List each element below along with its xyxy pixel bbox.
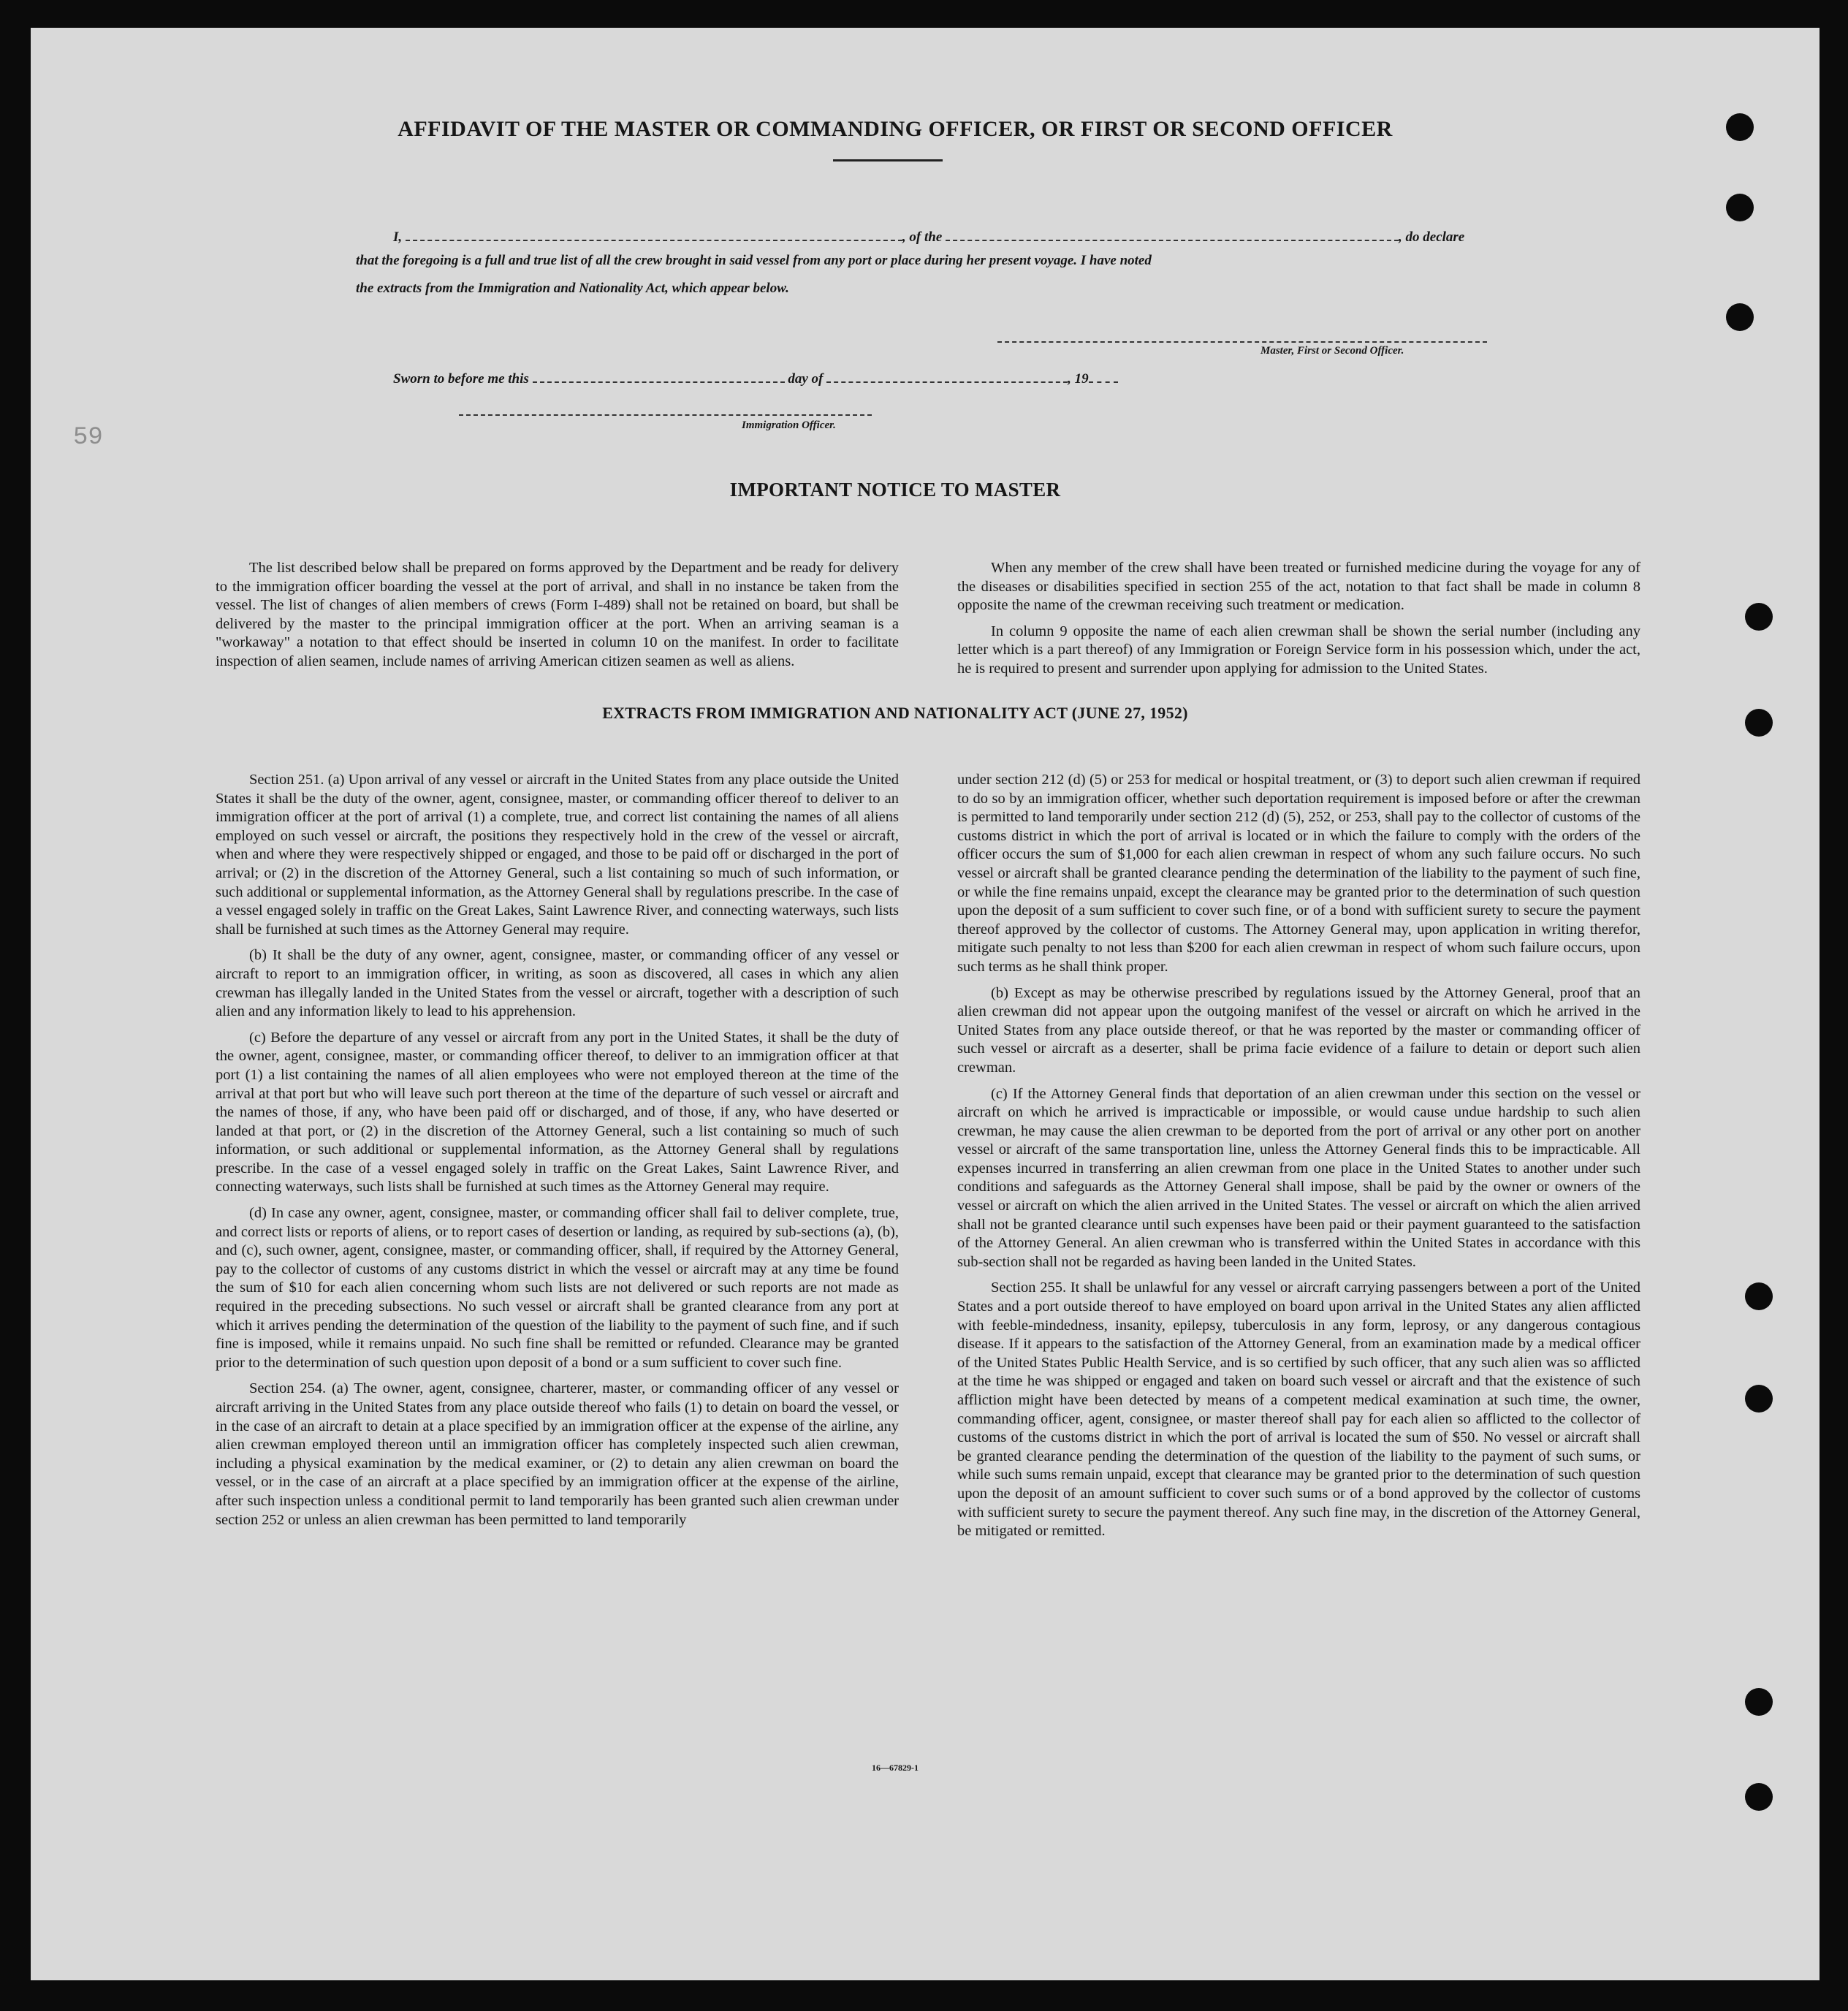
label-i: I,: [393, 229, 403, 245]
punch-hole: [1726, 194, 1754, 221]
punch-hole: [1726, 113, 1754, 141]
immigration-officer-signature-line[interactable]: [459, 414, 872, 416]
punch-hole: [1745, 1385, 1773, 1413]
affidavit-declaration-line: [393, 225, 1489, 246]
section-254-c: (c) If the Attorney General finds that deportation of an alien crewman under this section on the vessel or aircraft on which he arrived is impracticable or impossible, or would cause undue hardship to such alien crewman, he may cause the alien crewman to be deported from the port of arrival or any other port on another vessel or aircraft of the same transportation line, unless the Attorney General finds this to be impracticable. All expenses incurred in transferring an alien crewman from one place in the United States to another under such conditions and safeguards as the Attorney General shall impose, shall be paid by the owner or owners of the vessel or aircraft on which the alien arrived in the United States. The vessel or aircraft on which the alien arrived shall not be granted clearance until such expenses have been paid or their payment guaranteed to the satisfaction of the Attorney General. An alien crewman who is transferred within the United States in accordance with this sub-section shall not be regarded as having been landed in the United States.: [957, 1085, 1640, 1270]
master-signature-line[interactable]: [997, 341, 1487, 343]
punch-hole: [1745, 709, 1773, 737]
punch-hole: [1745, 1688, 1773, 1716]
label-do-declare: , do declare: [1399, 229, 1465, 245]
section-255: Section 255. It shall be unlawful for any vessel or aircraft carrying passengers between a port of the United States and a port outside thereof to have employed on board upon arrival in the United States any alien afflicted with feeble-mindedness, insanity, epilepsy, tuberculosis in any form, leprosy, or any dangerous contagious disease. If it appears to the satisfaction of the Attorney General, from an examination made by a medical officer of the United States Public Health Service, and is so certified by such officer, that any such alien was so afflicted at the time he was shipped or engaged and taken on board such vessel or aircraft and that the existence of such affliction might have been detected by means of a competent medical examination at such time, the owner, commanding officer, agent, consignee, or master thereof shall pay for each alien so afflicted to the collector of customs of the customs district in which the port of arrival is located the sum of $50. No vessel or aircraft shall be granted clearance pending the determination of the question of the liability to the payment of such sums, or while such sums remain unpaid, except that clearance may be granted prior to the determination of such question upon the deposit of an amount sufficient to cover such sums or of a bond approved by the collector of customs with sufficient surety to secure the payment thereof. Any such fine may, in the discretion of the Attorney General, be mitigated or remitted.: [957, 1280, 1640, 1540]
immigration-officer-caption: Immigration Officer.: [742, 419, 836, 431]
vessel-name-field[interactable]: [946, 225, 1399, 241]
section-254-a-continued: under section 212 (d) (5) or 253 for medical or hospital treatment, or (3) to deport such alien crewman if required to do so by an immigration officer, whether such deportation requirement is imposed before or after the crewman is permitted to land temporarily under section 212 (d) (5), 252, or 253, shall pay to the collector of customs of the customs district in which the port of arrival is located or in which the failure to comply with the orders of the officer occurs the sum of $1,000 for each alien crewman in respect of whom any such failure occurs. No such vessel or aircraft shall be granted clearance pending the determination of the liability to the payment of such fine, or while the fine remains unpaid, except the clearance may be granted prior to the determination of such question upon the deposit of a sum sufficient to cover such fine, or of a bond with sufficient surety to secure the payment thereof approved by the collector of customs. The Attorney General may, upon application in writing therefor, mitigate such penalty to not less than $200 for each alien crewman in respect of whom such failure occurs, upon such terms as he shall think proper.: [957, 772, 1640, 975]
notice-right-paragraph-2: In column 9 opposite the name of each alien crewman shall be shown the serial number (including any letter which is a part thereof) of any Immigration or Foreign Service form in his possession which, under the act, he is required to present and surrender upon applying for admission to the United States.: [957, 623, 1640, 677]
notice-left-column: [216, 559, 899, 672]
affidavit-title: AFFIDAVIT OF THE MASTER OR COMMANDING OFFICER, OR FIRST OR SECOND OFFICER: [398, 117, 1393, 141]
notice-right-paragraph-1: When any member of the crew shall have been treated or furnished medicine during the voyage for any of the diseases or disabilities specified in section 255 of the act, notation to that fact shall be made in column 8 opposite the name of the crewman receiving such treatment or medication.: [957, 560, 1640, 614]
form-code: 16—67829-1: [872, 1763, 919, 1773]
label-of-the: , of the: [902, 229, 943, 245]
extracts-left-column: [216, 771, 899, 1529]
sworn-day-field[interactable]: [533, 367, 785, 383]
affidavit-statement-2: that the foregoing is a full and true list of all the crew brought in said vessel from any port or place during her present voyage. I have noted: [356, 253, 1152, 268]
label-day-of: day of: [788, 371, 824, 387]
section-251-d: (d) In case any owner, agent, consignee, master, or commanding officer shall fail to deliver complete, true, and correct lists or reports of aliens, or to report cases of desertion or landing, as required by sub-sections (a), (b), and (c), such owner, agent, consignee, master, or commanding officer, shall, if required by the Attorney General, pay to the collector of customs of any customs district in which the vessel or aircraft may at any time be found the sum of $10 for each alien concerning whom such lists are not delivered or such reports are not made as required in the preceding subsections. No such vessel or aircraft shall be granted clearance from any port at which it arrives pending the determination of the question of the liability to the payment of such fine, and if such fine is imposed, while it remains unpaid. No such fine shall be remitted or refunded. Clearance may be granted prior to the determination of such question upon deposit of a bond or a sum sufficient to cover such fine.: [216, 1205, 899, 1371]
extracts-title: EXTRACTS FROM IMMIGRATION AND NATIONALITY ACT (JUNE 27, 1952): [602, 704, 1188, 722]
notice-right-column: [957, 559, 1640, 679]
punch-hole: [1745, 1282, 1773, 1310]
title-underline: [833, 159, 943, 161]
extracts-right-column: [957, 771, 1640, 1541]
section-254-b: (b) Except as may be otherwise prescribed by regulations issued by the Attorney General, proof that an alien crewman did not appear upon the outgoing manifest of the vessel or aircraft on which he arrived in the United States from any place outside thereof, or that he was reported by the master or commanding officer of such vessel or aircraft as a deserter, shall be prima facie evidence of a failure to detain or deport such alien crewman.: [957, 984, 1640, 1076]
sworn-month-field[interactable]: [826, 367, 1068, 383]
sworn-line: [393, 367, 1270, 387]
punch-hole: [1745, 603, 1773, 631]
label-year: , 19: [1068, 371, 1089, 387]
punch-hole: [1745, 1783, 1773, 1811]
label-sworn: Sworn to before me this: [393, 371, 529, 387]
bleedthrough-page-number: 59: [73, 424, 103, 452]
notice-title: IMPORTANT NOTICE TO MASTER: [729, 479, 1061, 501]
master-signature-caption: Master, First or Second Officer.: [1260, 345, 1404, 357]
master-name-field[interactable]: [406, 225, 902, 241]
punch-hole: [1726, 303, 1754, 331]
section-251-b: (b) It shall be the duty of any owner, agent, consignee, master, or commanding officer of any vessel or aircraft to report to an immigration officer, in writing, as soon as discovered, all cases in which any alien crewman has illegally landed in the United States from the vessel or aircraft, together with a description of such alien and any information likely to lead to his apprehension.: [216, 947, 899, 1020]
sworn-year-field[interactable]: [1089, 367, 1118, 383]
notice-left-paragraph: The list described below shall be prepared on forms approved by the Department and be ready for delivery to the immigration officer boarding the vessel at the port of arrival, and shall in no instance be taken from the vessel. The list of changes of alien members of crews (Form I-489) shall not be retained on board, but shall be delivered by the master to the principal immigration officer at the port. When an arriving seaman is a "workaway" a notation to that effect should be inserted in column 10 on the manifest. In order to facilitate inspection of alien seamen, include names of arriving American citizen seamen as well as aliens.: [216, 560, 899, 669]
section-254-a: Section 254. (a) The owner, agent, consignee, charterer, master, or commanding officer of any vessel or aircraft arriving in the United States from any place outside thereof who fails (1) to detain on board the vessel, or in the case of an aircraft to detain at a place specified by an immigration officer at the expense of the airline, any alien crewman employed thereon until an immigration officer has completely inspected such alien crewman, including a physical examination by the medical examiner, or (2) to detain any alien crewman on board the vessel, or in the case of an aircraft at a place specified by an immigration officer at the expense of the airline, after such inspection unless a conditional permit to land temporarily has been granted such alien crewman under section 252 or unless an alien crewman has been permitted to land temporarily: [216, 1380, 899, 1528]
section-251-c: (c) Before the departure of any vessel or aircraft from any port in the United States, it shall be the duty of the owner, agent, consignee, master, or commanding officer thereof, to deliver to an immigration officer at that port (1) a list containing the names of all alien employees who were not employed thereon at the time of the arrival at that port but who will leave such port thereon at the time of the departure of such vessel or aircraft and the names of those, if any, who have been paid off or discharged, and of those, if any, who have deserted or landed at that port, or (2) in the discretion of the Attorney General, such a list containing so much of such information, or such additional or supplemental information, as the Attorney General shall by regulations prescribe. In the case of a vessel engaged solely in traffic on the Great Lakes, Saint Lawrence River, and connecting waterways, such lists shall be furnished at such times as the Attorney General may require.: [216, 1029, 899, 1195]
section-251-a: Section 251. (a) Upon arrival of any vessel or aircraft in the United States from any place outside the United States it shall be the duty of the owner, agent, consignee, master, or commanding officer thereof to deliver to an immigration officer at the port of arrival (1) a complete, true, and correct list containing the names of all aliens employed on such vessel or aircraft, the positions they respectively hold in the crew of the vessel or aircraft, when and where they were respectively shipped or engaged, and those to be paid off or discharged in the port of arrival; or (2) in the discretion of the Attorney General, such a list containing so much of such information, or such additional or supplemental information, as the Attorney General shall by regulations prescribe. In the case of a vessel engaged solely in traffic on the Great Lakes, Saint Lawrence River, and connecting waterways, such lists shall be furnished at such times as the Attorney General may require.: [216, 772, 899, 938]
affidavit-statement-3: the extracts from the Immigration and Nationality Act, which appear below.: [356, 281, 789, 296]
